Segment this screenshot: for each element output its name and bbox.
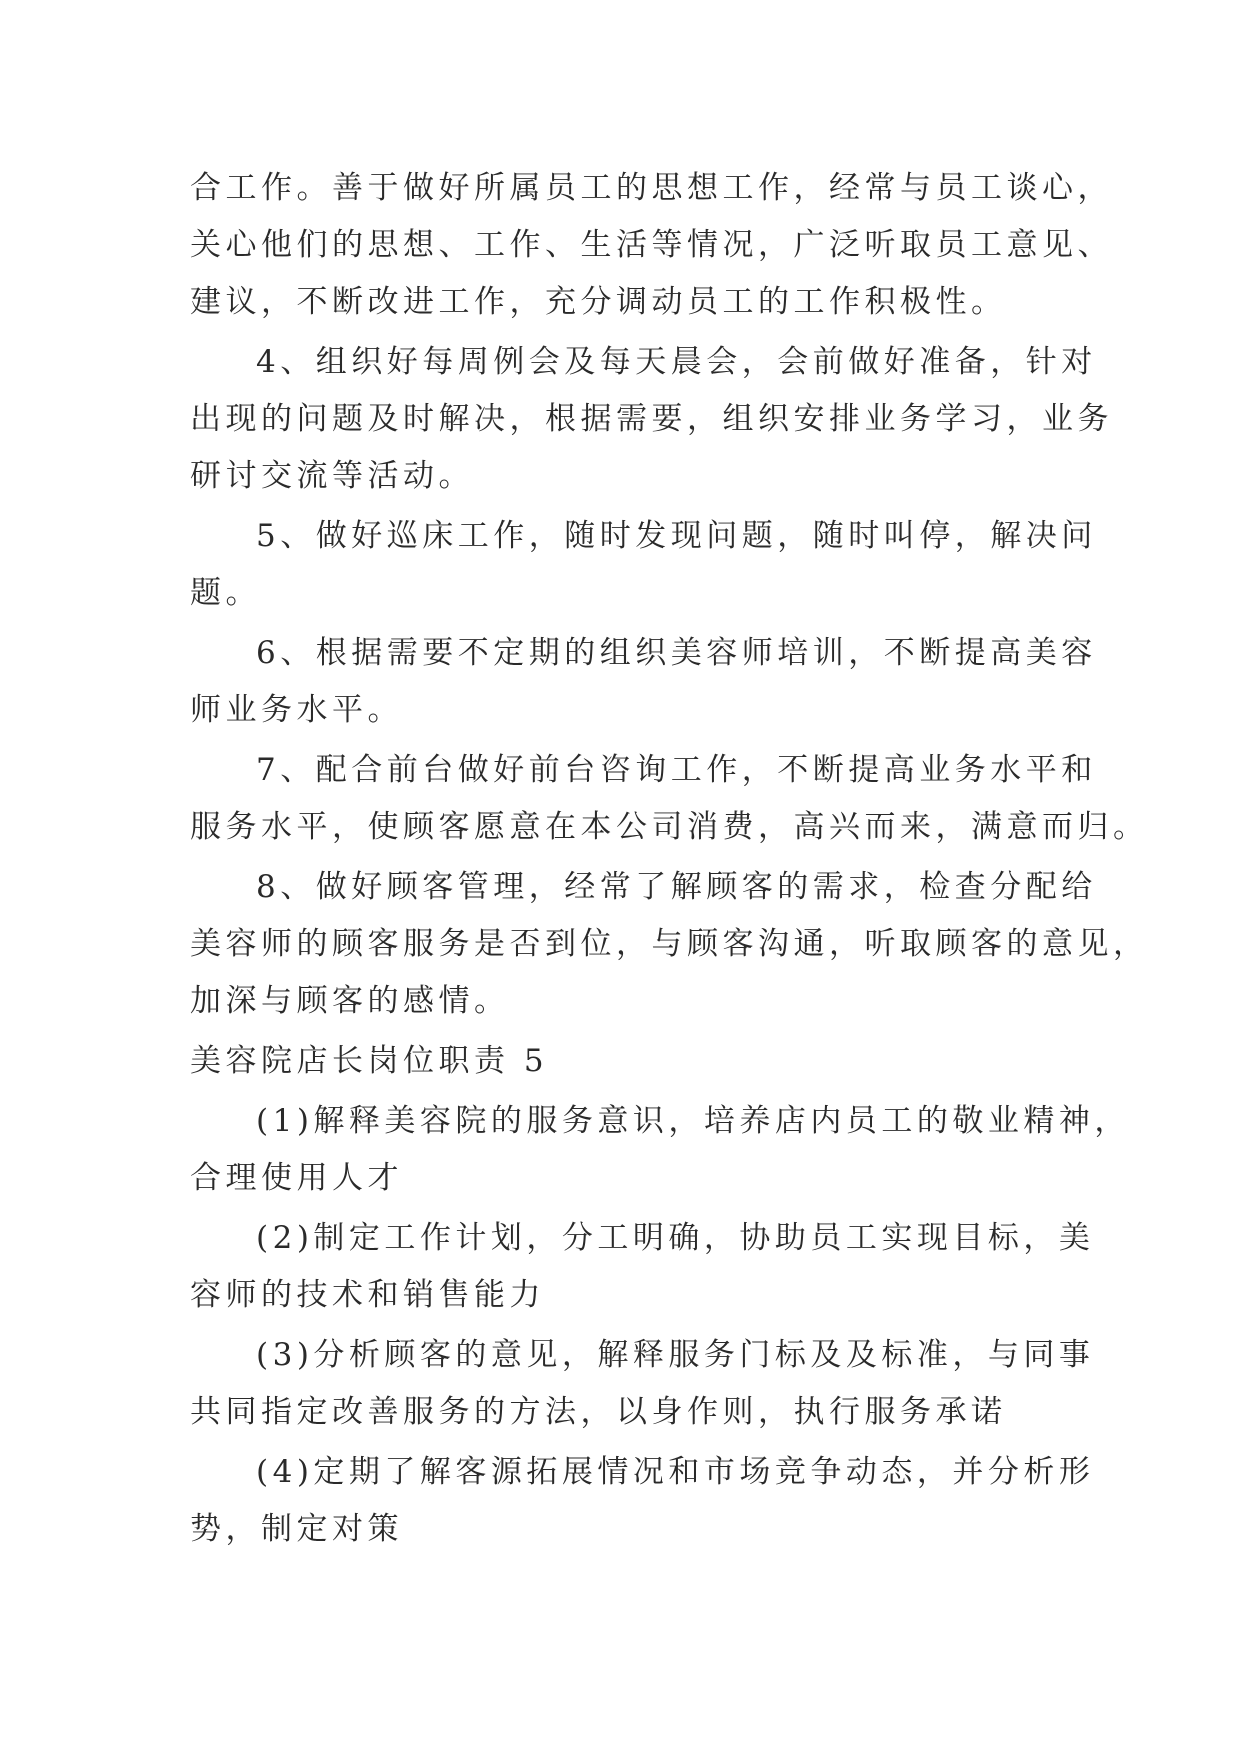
paragraph-item-5: [190, 508, 1097, 622]
text-line: 师业务水平。: [190, 692, 403, 728]
text-line: 容师的技术和销售能力: [190, 1277, 545, 1313]
text-line: 加深与顾客的感情。: [190, 983, 510, 1019]
text-line: 美容师的顾客服务是否到位，与顾客沟通，听取顾客的意见，: [190, 926, 1149, 962]
text-line: 共同指定改善服务的方法，以身作则，执行服务承诺: [190, 1394, 1007, 1430]
text-line: 服务水平，使顾客愿意在本公司消费，高兴而来，满意而归。: [190, 809, 1149, 845]
text-line: 5、做好巡床工作，随时发现问题，随时叫停，解决问: [256, 518, 1097, 554]
paragraph-item-6: [190, 625, 1097, 739]
section-heading: [190, 1033, 1070, 1090]
text-line: 6、根据需要不定期的组织美容师培训，不断提高美容: [256, 635, 1097, 671]
paragraph-item-8: [190, 859, 1149, 1030]
paragraph-duty-2: [190, 1210, 1095, 1324]
text-line: (2)制定工作计划，分工明确，协助员工实现目标，美: [256, 1220, 1095, 1256]
text-line: 7、配合前台做好前台咨询工作，不断提高业务水平和: [256, 752, 1097, 788]
text-line: (4)定期了解客源拓展情况和市场竞争动态，并分析形: [256, 1454, 1095, 1490]
paragraph-duty-1: [190, 1093, 1130, 1207]
paragraph-duty-4: [190, 1444, 1095, 1558]
text-line: 势，制定对策: [190, 1511, 403, 1547]
text-line: 合工作。善于做好所属员工的思想工作，经常与员工谈心，: [190, 170, 1113, 206]
paragraph-item-7: [190, 742, 1149, 856]
text-line: 4、组织好每周例会及每天晨会，会前做好准备，针对: [256, 344, 1097, 380]
text-line: 合理使用人才: [190, 1160, 403, 1196]
paragraph-continuation: [190, 160, 1113, 331]
text-line: 关心他们的思想、工作、生活等情况，广泛听取员工意见、: [190, 227, 1113, 263]
document-body: [190, 160, 1149, 1561]
text-line: 出现的问题及时解决，根据需要，组织安排业务学习，业务: [190, 401, 1113, 437]
text-line: 题。: [190, 575, 261, 611]
section-title: 美容院店长岗位职责 5: [190, 1043, 549, 1079]
text-line: 建议，不断改进工作，充分调动员工的工作积极性。: [190, 284, 1007, 320]
text-line: (3)分析顾客的意见，解释服务门标及及标准，与同事: [256, 1337, 1095, 1373]
text-line: 8、做好顾客管理，经常了解顾客的需求，检查分配给: [256, 869, 1097, 905]
text-line: 研讨交流等活动。: [190, 458, 474, 494]
paragraph-duty-3: [190, 1327, 1095, 1441]
paragraph-item-4: [190, 334, 1113, 505]
text-line: (1)解释美容院的服务意识，培养店内员工的敬业精神，: [256, 1103, 1130, 1139]
